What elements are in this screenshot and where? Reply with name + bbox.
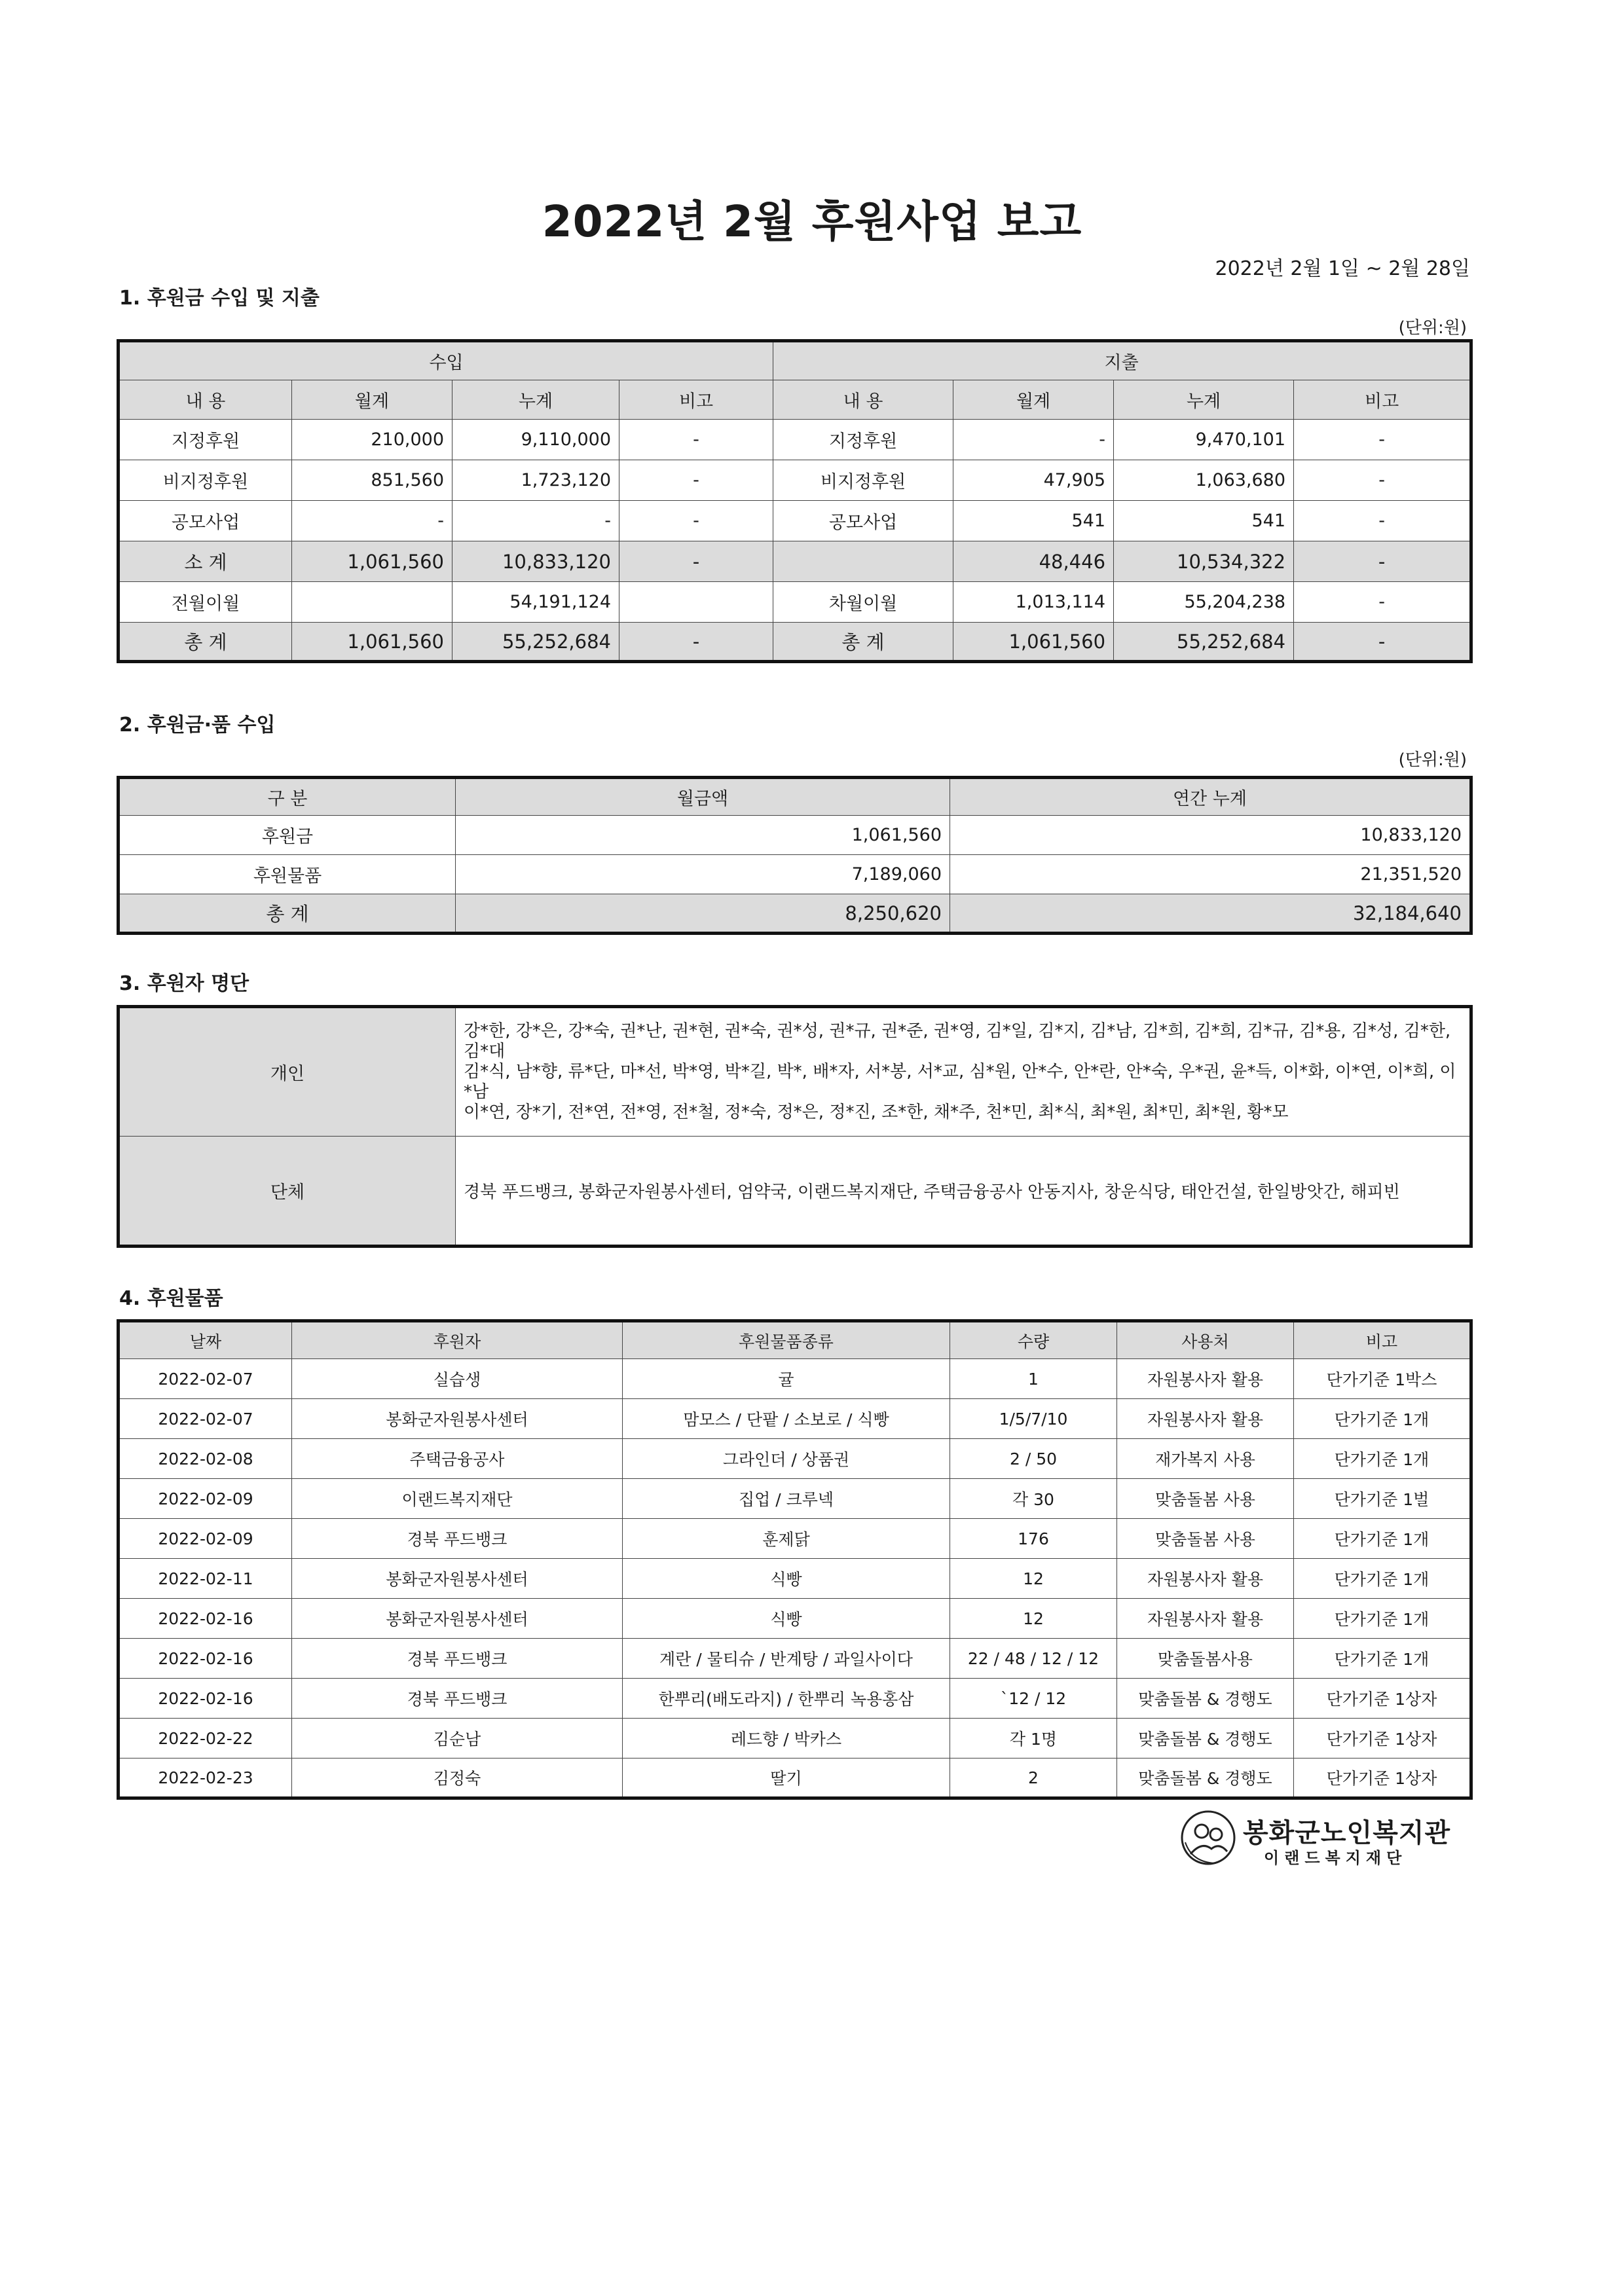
individual-donors: [456, 1007, 1471, 1137]
table-cell: 후원금: [119, 816, 456, 855]
table-row: [119, 1519, 1471, 1559]
table-cell: 47,905: [953, 460, 1114, 501]
table-cell: -: [1294, 582, 1471, 623]
table-cell: 2022-02-22: [119, 1719, 292, 1758]
table-cell: 훈제닭: [623, 1519, 950, 1559]
column-header: 내 용: [773, 380, 953, 420]
group-donors: 경북 푸드뱅크, 봉화군자원봉사센터, 엄약국, 이랜드복지재단, 주택금융공사 안동지사, 창운식당, 태안건설, 한일방앗간, 해피빈: [456, 1137, 1471, 1247]
table-row: [119, 1679, 1471, 1719]
table-cell: 맞춤돌봄사용: [1117, 1639, 1294, 1679]
table-cell: 딸기: [623, 1758, 950, 1798]
table-row: [119, 1758, 1471, 1798]
table-row: [119, 1439, 1471, 1479]
table-cell: 맞춤돌봄 & 경행도: [1117, 1679, 1294, 1719]
table-cell: 48,446: [953, 541, 1114, 582]
table-cell: 1,013,114: [953, 582, 1114, 623]
table-cell: -: [1294, 460, 1471, 501]
page-title: 2022년 2월 후원사업 보고: [542, 196, 1082, 247]
table-cell: 맞춤돌봄 사용: [1117, 1479, 1294, 1519]
table-cell: 단가기준 1박스: [1294, 1359, 1471, 1399]
table-cell: 2022-02-09: [119, 1519, 292, 1559]
table-cell: 55,252,684: [1114, 623, 1294, 662]
table-cell: 경북 푸드뱅크: [292, 1679, 623, 1719]
column-header-row: [119, 380, 1471, 420]
table-cell: 2022-02-08: [119, 1439, 292, 1479]
table-cell: 경북 푸드뱅크: [292, 1639, 623, 1679]
table-cell: [619, 582, 773, 623]
table-row: [119, 541, 1471, 582]
column-header: 비고: [1294, 1321, 1471, 1359]
table-cell: 2022-02-16: [119, 1599, 292, 1639]
table-cell: 자원봉사자 활용: [1117, 1559, 1294, 1599]
table-cell: [773, 541, 953, 582]
table-row: [119, 816, 1471, 855]
column-header: 내 용: [119, 380, 292, 420]
table-cell: 2022-02-11: [119, 1559, 292, 1599]
table-cell: 22 / 48 / 12 / 12: [950, 1639, 1117, 1679]
individual-line: 강*한, 강*은, 강*숙, 권*난, 권*현, 권*숙, 권*성, 권*규, 권*준, 권*영, 김*일, 김*지, 김*남, 김*희, 김*희, 김*규, 김*용, 김*성, 김*한, 김*대: [464, 1021, 1451, 1061]
table-cell: 그라인더 / 상품권: [623, 1439, 950, 1479]
table-cell: 1,063,680: [1114, 460, 1294, 501]
table-cell: 한뿌리(배도라지) / 한뿌리 녹용홍삼: [623, 1679, 950, 1719]
table-cell: 자원봉사자 활용: [1117, 1399, 1294, 1439]
table-cell: 1,723,120: [452, 460, 619, 501]
table-cell: 단가기준 1개: [1294, 1399, 1471, 1439]
table-cell: 주택금융공사: [292, 1439, 623, 1479]
table-cell: 55,252,684: [452, 623, 619, 662]
table-cell: 단가기준 1개: [1294, 1599, 1471, 1639]
column-header: 비고: [619, 380, 773, 420]
table-cell: -: [452, 501, 619, 541]
table-row: [119, 894, 1471, 934]
table-cell: 비지정후원: [119, 460, 292, 501]
table-cell: 210,000: [292, 420, 452, 460]
table-cell: -: [1294, 541, 1471, 582]
table-cell: 55,204,238: [1114, 582, 1294, 623]
column-header: 수량: [950, 1321, 1117, 1359]
table-cell: 소 계: [119, 541, 292, 582]
table-cell: 봉화군자원봉사센터: [292, 1559, 623, 1599]
table-cell: 공모사업: [773, 501, 953, 541]
income-expense-table: [117, 339, 1473, 663]
table-cell: 7,189,060: [456, 855, 950, 894]
column-header: 월계: [953, 380, 1114, 420]
table-cell: 각 1명: [950, 1719, 1117, 1758]
table-cell: -: [619, 623, 773, 662]
table-cell: 김정숙: [292, 1758, 623, 1798]
column-header: 월계: [292, 380, 452, 420]
individual-line: 김*식, 남*향, 류*단, 마*선, 박*영, 박*길, 박*, 배*자, 서*봉, 서*교, 심*원, 안*수, 안*란, 안*숙, 우*권, 윤*득, 이*화, 이*연, 이*희, 이*남: [464, 1062, 1456, 1102]
org-name: 봉화군노인복지관: [1243, 1818, 1451, 1848]
table-cell: -: [619, 501, 773, 541]
table-cell: 차월이월: [773, 582, 953, 623]
table-cell: 봉화군자원봉사센터: [292, 1399, 623, 1439]
expense-header: 지출: [773, 341, 1471, 380]
table-row: [119, 582, 1471, 623]
table-cell: 총 계: [119, 623, 292, 662]
table-cell: -: [1294, 623, 1471, 662]
table-cell: 단가기준 1벌: [1294, 1479, 1471, 1519]
group-label: 단체: [119, 1137, 456, 1247]
column-header: 구 분: [119, 778, 456, 816]
column-header: 연간 누계: [950, 778, 1471, 816]
table-cell: 각 30: [950, 1479, 1117, 1519]
table-cell: 10,833,120: [950, 816, 1471, 855]
table-cell: 2022-02-23: [119, 1758, 292, 1798]
table-cell: 2 / 50: [950, 1439, 1117, 1479]
table-row: [119, 1479, 1471, 1519]
column-header: 후원물품종류: [623, 1321, 950, 1359]
individual-label: 개인: [119, 1007, 456, 1137]
table-row: [119, 1399, 1471, 1439]
table-cell: 1,061,560: [456, 816, 950, 855]
table-cell: 단가기준 1상자: [1294, 1719, 1471, 1758]
table-cell: 식빵: [623, 1559, 950, 1599]
table-cell: 2022-02-16: [119, 1639, 292, 1679]
column-header: 후원자: [292, 1321, 623, 1359]
table-row: [119, 460, 1471, 501]
table-cell: 비지정후원: [773, 460, 953, 501]
column-header: 비고: [1294, 380, 1471, 420]
org-subname: 이랜드복지재단: [1264, 1849, 1407, 1867]
section4-heading: 4. 후원물품: [119, 1287, 223, 1310]
column-header: 사용처: [1117, 1321, 1294, 1359]
table-row: [119, 1719, 1471, 1758]
table-cell: 2: [950, 1758, 1117, 1798]
table-cell: 10,833,120: [452, 541, 619, 582]
table-cell: 단가기준 1개: [1294, 1439, 1471, 1479]
table-row: [119, 1559, 1471, 1599]
donation-summary-table: [117, 776, 1473, 935]
column-header: 누계: [1114, 380, 1294, 420]
table-cell: 2022-02-07: [119, 1399, 292, 1439]
section1-unit: (단위:원): [1398, 318, 1467, 338]
table-cell: 귤: [623, 1359, 950, 1399]
table-cell: 레드향 / 박카스: [623, 1719, 950, 1758]
table-cell: 경북 푸드뱅크: [292, 1519, 623, 1559]
table-cell: 1,061,560: [953, 623, 1114, 662]
table-cell: 총 계: [773, 623, 953, 662]
table-cell: -: [619, 420, 773, 460]
table-cell: 이랜드복지재단: [292, 1479, 623, 1519]
table-cell: 541: [1114, 501, 1294, 541]
table-cell: 21,351,520: [950, 855, 1471, 894]
table-cell: 봉화군자원봉사센터: [292, 1599, 623, 1639]
table-cell: 단가기준 1상자: [1294, 1679, 1471, 1719]
table-cell: -: [1294, 501, 1471, 541]
table-cell: 9,110,000: [452, 420, 619, 460]
table-cell: 김순남: [292, 1719, 623, 1758]
table-cell: 맘모스 / 단팥 / 소보로 / 식빵: [623, 1399, 950, 1439]
table-cell: 전월이월: [119, 582, 292, 623]
summary-header-row: [119, 778, 1471, 816]
elder-welfare-emblem-icon: [1179, 1808, 1238, 1867]
column-header: 누계: [452, 380, 619, 420]
table-cell: 2022-02-09: [119, 1479, 292, 1519]
table-cell: 12: [950, 1599, 1117, 1639]
table-row: [119, 1639, 1471, 1679]
table-cell: 지정후원: [773, 420, 953, 460]
table-cell: -: [953, 420, 1114, 460]
donated-goods-table: [117, 1319, 1473, 1800]
table-cell: 1,061,560: [292, 623, 452, 662]
table-cell: 10,534,322: [1114, 541, 1294, 582]
table-cell: 851,560: [292, 460, 452, 501]
table-cell: -: [619, 541, 773, 582]
table-cell: 1/5/7/10: [950, 1399, 1117, 1439]
section2-unit: (단위:원): [1398, 750, 1467, 770]
table-cell: 실습생: [292, 1359, 623, 1399]
table-cell: 재가복지 사용: [1117, 1439, 1294, 1479]
table-cell: 541: [953, 501, 1114, 541]
table-cell: 총 계: [119, 894, 456, 934]
table-cell: 12: [950, 1559, 1117, 1599]
column-header: 월금액: [456, 778, 950, 816]
section3-heading: 3. 후원자 명단: [119, 972, 249, 995]
table-row: [119, 855, 1471, 894]
table-row: [119, 1359, 1471, 1399]
table-cell: 단가기준 1개: [1294, 1559, 1471, 1599]
column-header: 날짜: [119, 1321, 292, 1359]
table-cell: 8,250,620: [456, 894, 950, 934]
table-row: [119, 501, 1471, 541]
table-cell: 1: [950, 1359, 1117, 1399]
table-row: [119, 623, 1471, 662]
table-cell: 공모사업: [119, 501, 292, 541]
table-cell: 54,191,124: [452, 582, 619, 623]
table-cell: [292, 582, 452, 623]
table-cell: 단가기준 1개: [1294, 1639, 1471, 1679]
table-cell: 단가기준 1개: [1294, 1519, 1471, 1559]
table-cell: 맞춤돌봄 & 경행도: [1117, 1719, 1294, 1758]
table-cell: 자원봉사자 활용: [1117, 1599, 1294, 1639]
table-cell: 후원물품: [119, 855, 456, 894]
donor-list-table: [117, 1005, 1473, 1248]
table-cell: 2022-02-07: [119, 1359, 292, 1399]
report-period: 2022년 2월 1일 ~ 2월 28일: [1215, 257, 1470, 280]
goods-header-row: [119, 1321, 1471, 1359]
table-cell: 맞춤돌봄 사용: [1117, 1519, 1294, 1559]
table-cell: 176: [950, 1519, 1117, 1559]
table-cell: -: [619, 460, 773, 501]
table-cell: 9,470,101: [1114, 420, 1294, 460]
table-cell: -: [292, 501, 452, 541]
table-cell: 1,061,560: [292, 541, 452, 582]
section2-heading: 2. 후원금·품 수입: [119, 714, 276, 737]
table-cell: -: [1294, 420, 1471, 460]
individual-line: 이*연, 장*기, 전*연, 전*영, 전*철, 정*숙, 정*은, 정*진, 조*한, 채*주, 천*민, 최*식, 최*원, 최*민, 최*원, 황*모: [464, 1102, 1289, 1122]
table-cell: 지정후원: [119, 420, 292, 460]
table-cell: 식빵: [623, 1599, 950, 1639]
table-cell: 단가기준 1상자: [1294, 1758, 1471, 1798]
table-cell: `12 / 12: [950, 1679, 1117, 1719]
table-row: [119, 420, 1471, 460]
table-row: [119, 1599, 1471, 1639]
table-cell: 자원봉사자 활용: [1117, 1359, 1294, 1399]
table-cell: 2022-02-16: [119, 1679, 292, 1719]
table-cell: 32,184,640: [950, 894, 1471, 934]
table-cell: 계란 / 물티슈 / 반계탕 / 과일사이다: [623, 1639, 950, 1679]
table-cell: 집업 / 크루넥: [623, 1479, 950, 1519]
table-cell: 맞춤돌봄 & 경행도: [1117, 1758, 1294, 1798]
section1-heading: 1. 후원금 수입 및 지출: [119, 287, 320, 310]
income-header: 수입: [119, 341, 773, 380]
